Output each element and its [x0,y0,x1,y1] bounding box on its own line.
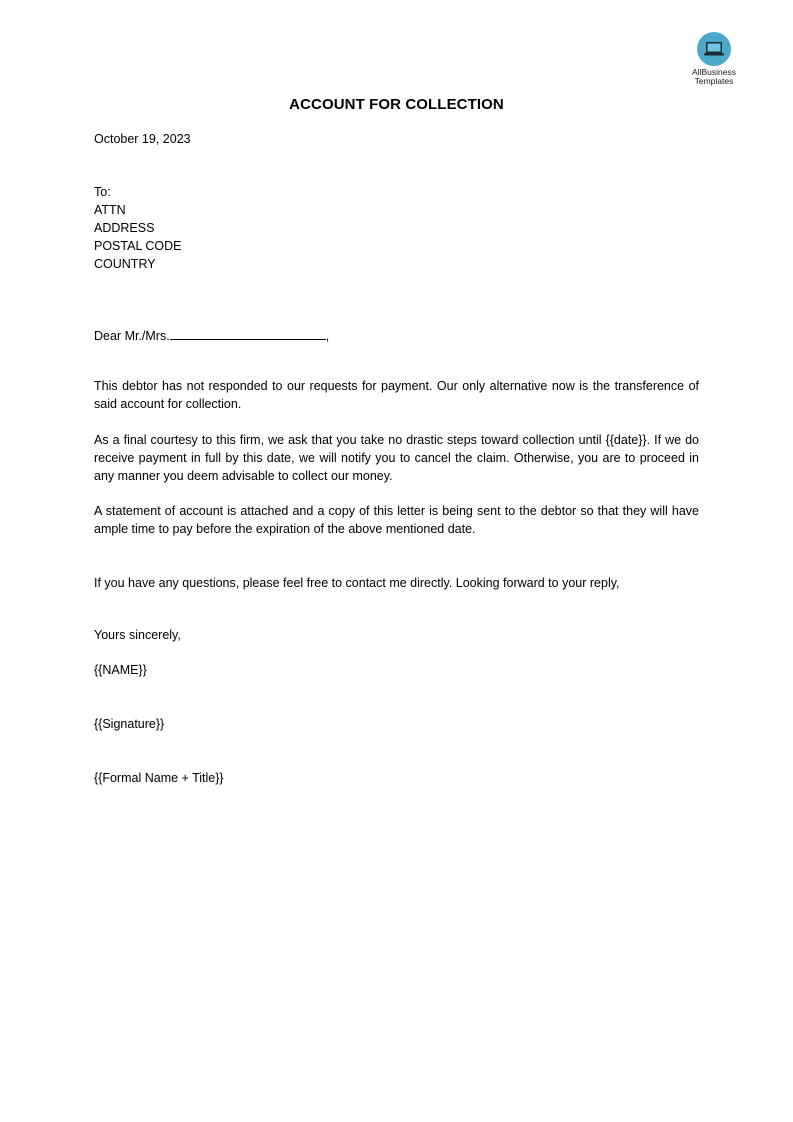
sender-formal-name: {{Formal Name + Title}} [94,771,224,785]
recipient-address: ADDRESS [94,221,155,235]
letter-date: October 19, 2023 [94,132,191,146]
salutation-suffix: , [325,329,330,343]
allbusiness-logo [678,32,750,86]
recipient-to: To: [94,185,111,199]
paragraph-2: As a final courtesy to this firm, we ask that you take no drastic steps toward collection until {{date}}. If we do receive payment in full by this date, we will notify you to cancel the claim. Otherwise, you are to proceed in any manner you deem advisable to collect our money. [94,433,699,483]
recipient-postal-code: POSTAL CODE [94,239,182,253]
paragraph-3: A statement of account is attached and a copy of this letter is being sent to the debtor so that they will have ample time to pay before the expiration of the above mentioned date. [94,504,699,536]
recipient-country: COUNTRY [94,257,156,271]
salutation-prefix: Dear Mr./Mrs. [94,329,170,343]
paragraph-4: If you have any questions, please feel free to contact me directly. Looking forward to your reply, [94,576,620,590]
laptop-icon [697,32,731,66]
sender-signature: {{Signature}} [94,717,165,731]
logo-line-2: Templates [694,76,734,86]
closing: Yours sincerely, [94,628,181,642]
logo-line-1: AllBusiness [692,67,736,77]
paragraph-1: This debtor has not responded to our requests for payment. Our only alternative now is the transference of said account for collection. [94,379,699,411]
salutation [94,327,329,345]
sender-name: {{NAME}} [94,663,147,677]
salutation-blank [170,327,326,340]
document-title: ACCOUNT FOR COLLECTION [289,96,504,113]
recipient-attn: ATTN [94,203,126,217]
